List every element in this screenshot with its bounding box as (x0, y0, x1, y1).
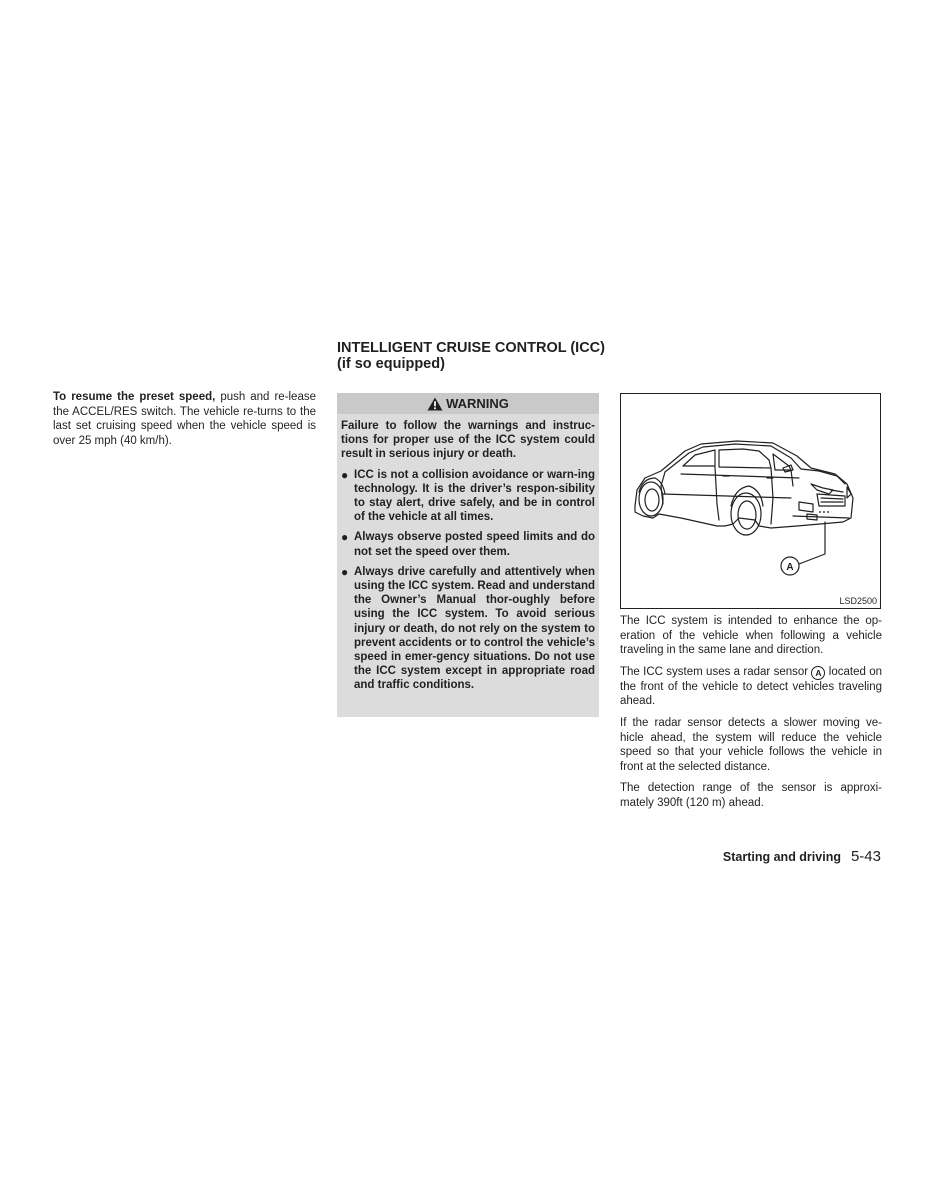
warning-heading: WARNING (446, 396, 509, 411)
resume-speed-label: To resume the preset speed, (53, 391, 216, 403)
warning-bullet (341, 565, 595, 693)
warning-bullet-text: Always drive carefully and attentively when using the ICC system. Read and understand the Owner’s Manual thor-oughly before using the ICC system. To avoid serious injury or death, do not rely on the system to prevent accidents or to control the vehicle’s speed in emer-gency situations. Do not use the ICC system except in appropriate road and traffic conditions. (354, 565, 595, 692)
icc-paragraph-1: The ICC system is intended to enhance the op-eration of the vehicle when following a vehicle traveling in the same lane and direction. (620, 615, 882, 657)
bullet-dot-icon: ● (341, 530, 349, 545)
section-title-line2: (if so equipped) (337, 356, 445, 372)
section-title-line1: INTELLIGENT CRUISE CONTROL (ICC) (337, 340, 605, 356)
figure-callout-label: A (786, 562, 794, 573)
icc-paragraph-3: If the radar sensor detects a slower moving ve-hicle ahead, the system will reduce the vehicle speed so that your vehicle follows the vehicle in front at the selected distance. (620, 716, 882, 773)
section-title (337, 340, 617, 372)
car-illustration (621, 394, 880, 594)
warning-bullet (341, 468, 595, 525)
icc-paragraph-2 (620, 665, 882, 709)
warning-triangle-icon (427, 397, 443, 411)
resume-speed-paragraph (53, 390, 316, 448)
warning-box (337, 393, 599, 717)
car-figure (620, 393, 881, 609)
icc-description (620, 614, 882, 818)
icc-paragraph-2-end: located on the front of the vehicle to detect vehicles traveling ahead. (620, 665, 882, 708)
icc-paragraph-4: The detection range of the sensor is approxi-mately 390ft (120 m) ahead. (620, 782, 882, 809)
bullet-dot-icon: ● (341, 467, 349, 482)
warning-body (337, 414, 599, 693)
warning-bullet (341, 530, 595, 558)
icc-paragraph-2-start: The ICC system uses a radar sensor (620, 665, 812, 678)
warning-header (337, 393, 599, 414)
figure-code: LSD2500 (839, 596, 877, 606)
bullet-dot-icon: ● (341, 564, 349, 579)
page-footer (723, 848, 881, 865)
sensor-callout-icon: A (811, 666, 825, 680)
warning-intro: Failure to follow the warnings and instruc-tions for proper use of the ICC system could result in serious injury or death. (341, 420, 595, 461)
page-number: 5-43 (850, 848, 881, 865)
resume-speed-text: push and re-lease the ACCEL/RES switch. The vehicle re-turns to the last set cruising speed when the vehicle speed is over 25 mph (40 km/h). (53, 391, 316, 447)
footer-section-name: Starting and driving (722, 850, 841, 864)
warning-bullet-text: Always observe posted speed limits and do not set the speed over them. (354, 531, 595, 558)
warning-bullet-text: ICC is not a collision avoidance or warn-ing technology. It is the driver’s respon-sibility to stay alert, drive safely, and be in control of the vehicle at all times. (354, 468, 595, 524)
